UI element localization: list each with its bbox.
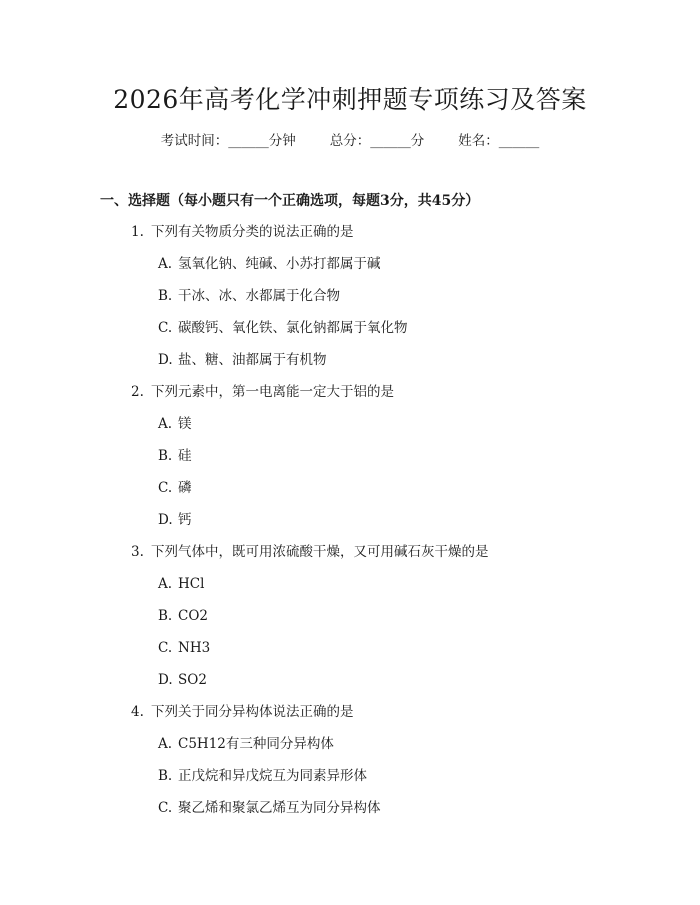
option-list bbox=[0, 254, 700, 382]
section-heading: 一、选择题（每小题只有一个正确选项，每题3分，共45分） bbox=[100, 193, 480, 209]
option-text: 碳酸钙、氧化铁、氯化钠都属于氧化物 bbox=[178, 320, 408, 336]
answer-option bbox=[0, 510, 700, 542]
option-letter: C. bbox=[158, 320, 173, 336]
option-letter: A. bbox=[158, 576, 173, 592]
question-text: 下列元素中，第一电离能一定大于铝的是 bbox=[151, 384, 394, 400]
answer-option bbox=[0, 606, 700, 638]
page-title: 2026年高考化学冲刺押题专项练习及答案 bbox=[113, 85, 587, 114]
option-letter: A. bbox=[158, 416, 173, 432]
option-text: HCl bbox=[178, 576, 205, 592]
option-letter: B. bbox=[158, 768, 173, 784]
option-letter: B. bbox=[158, 608, 173, 624]
answer-option bbox=[0, 766, 700, 798]
option-letter: D. bbox=[158, 352, 173, 368]
option-letter: D. bbox=[158, 512, 173, 528]
question-number: 2. bbox=[131, 384, 144, 400]
option-text: SO2 bbox=[178, 672, 207, 688]
answer-option bbox=[0, 638, 700, 670]
answer-option bbox=[0, 286, 700, 318]
option-text: 盐、糖、油都属于有机物 bbox=[178, 352, 327, 368]
question-item bbox=[0, 222, 700, 382]
option-text: 干冰、冰、水都属于化合物 bbox=[178, 288, 340, 304]
option-list bbox=[0, 574, 700, 702]
option-letter: C. bbox=[158, 800, 173, 816]
question-text: 下列气体中，既可用浓硫酸干燥，又可用碱石灰干燥的是 bbox=[151, 544, 489, 560]
answer-option bbox=[0, 414, 700, 446]
question-number: 3. bbox=[131, 544, 144, 560]
exam-time-field: 考试时间：______分钟 bbox=[160, 133, 296, 149]
option-letter: A. bbox=[158, 736, 173, 752]
question-item bbox=[0, 382, 700, 542]
question-stem bbox=[0, 542, 700, 574]
exam-info-line bbox=[0, 131, 700, 151]
answer-option bbox=[0, 734, 700, 766]
option-letter: D. bbox=[158, 672, 173, 688]
option-text: NH3 bbox=[178, 640, 211, 656]
option-text: 正戊烷和异戊烷互为同素异形体 bbox=[178, 768, 367, 784]
option-text: 硅 bbox=[178, 448, 192, 464]
option-list bbox=[0, 414, 700, 542]
option-list bbox=[0, 734, 700, 830]
option-text: 镁 bbox=[178, 416, 192, 432]
question-stem bbox=[0, 702, 700, 734]
question-item bbox=[0, 542, 700, 702]
answer-option bbox=[0, 254, 700, 286]
answer-option bbox=[0, 798, 700, 830]
total-score-field: 总分：______分 bbox=[329, 133, 425, 149]
answer-option bbox=[0, 670, 700, 702]
option-text: CO2 bbox=[178, 608, 208, 624]
question-number: 4. bbox=[131, 704, 144, 720]
option-letter: A. bbox=[158, 256, 173, 272]
question-list bbox=[0, 222, 700, 830]
question-stem bbox=[0, 382, 700, 414]
answer-option bbox=[0, 446, 700, 478]
question-text: 下列有关物质分类的说法正确的是 bbox=[151, 224, 354, 240]
option-letter: B. bbox=[158, 448, 173, 464]
answer-option bbox=[0, 478, 700, 510]
question-number: 1. bbox=[131, 224, 144, 240]
option-text: 钙 bbox=[178, 512, 192, 528]
question-text: 下列关于同分异构体说法正确的是 bbox=[151, 704, 354, 720]
option-letter: B. bbox=[158, 288, 173, 304]
option-text: 聚乙烯和聚氯乙烯互为同分异构体 bbox=[178, 800, 381, 816]
option-text: 氢氧化钠、纯碱、小苏打都属于碱 bbox=[178, 256, 381, 272]
answer-option bbox=[0, 574, 700, 606]
question-stem bbox=[0, 222, 700, 254]
answer-option bbox=[0, 318, 700, 350]
student-name-field: 姓名：______ bbox=[458, 133, 540, 149]
option-letter: C. bbox=[158, 480, 173, 496]
option-letter: C. bbox=[158, 640, 173, 656]
option-text: 磷 bbox=[178, 480, 192, 496]
question-item bbox=[0, 702, 700, 830]
option-text: C5H12有三种同分异构体 bbox=[178, 736, 334, 752]
answer-option bbox=[0, 350, 700, 382]
